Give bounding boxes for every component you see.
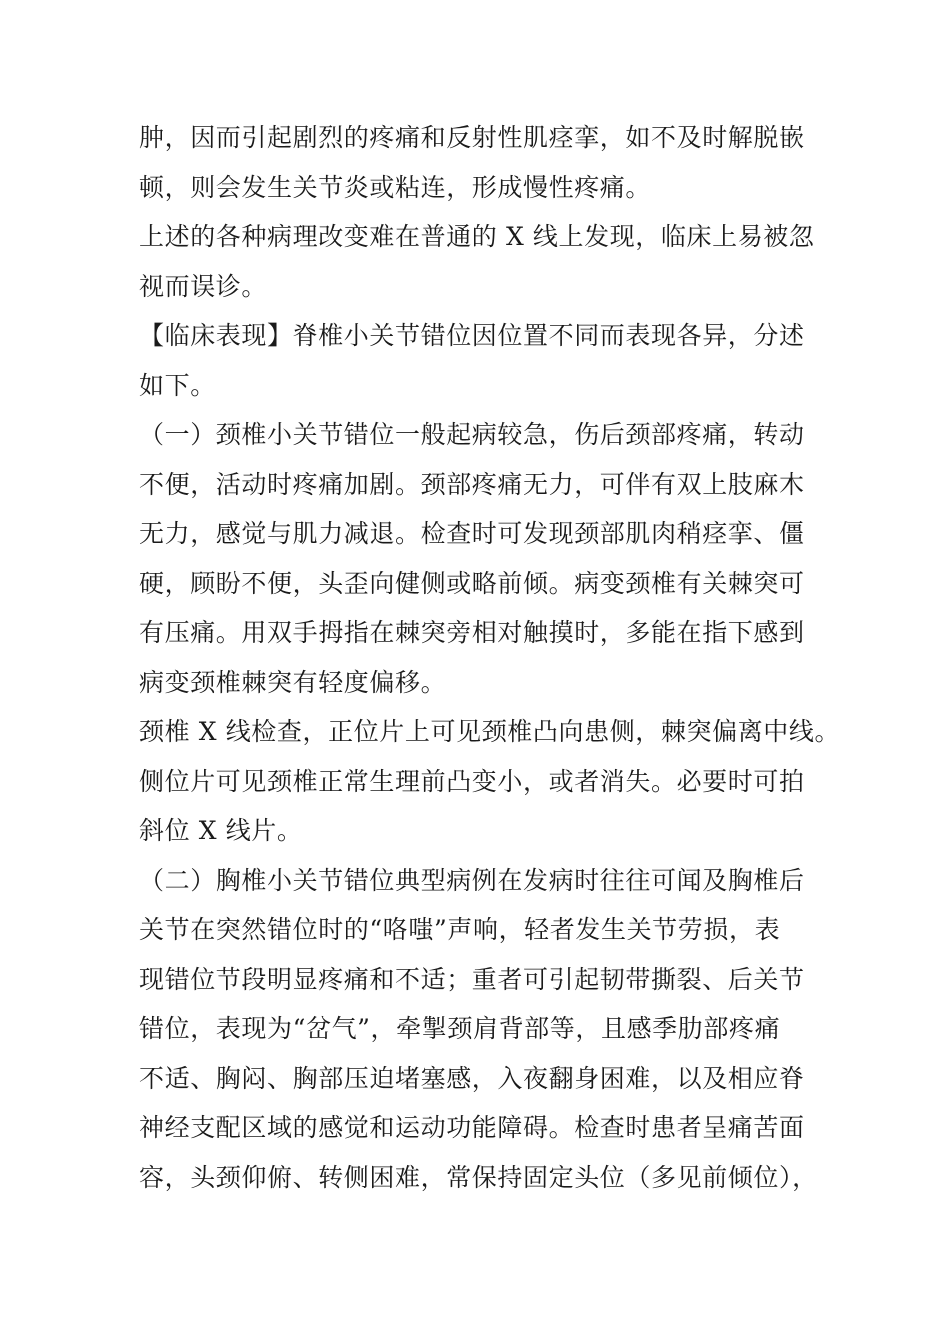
text-line: 斜位 X 线片。 [139,816,303,845]
text-line: （二）胸椎小关节错位典型病例在发病时往往可闻及胸椎后 [139,865,805,895]
text-line: 神经支配区域的感觉和运动功能障碍。检查时患者呈痛苦面 [139,1113,805,1142]
text-line: 有压痛。用双手拇指在棘突旁相对触摸时，多能在指下感到 [139,618,805,647]
text-line: 容，头颈仰俯、转侧困难，常保持固定头位（多见前倾位）， [139,1162,818,1192]
text-line: 关节在突然错位时的“咯嗤”声响，轻者发生关节劳损，表 [139,915,781,944]
text-line: 如下。 [139,370,216,400]
text-line: 视而误诊。 [139,271,268,301]
text-line: 现错位节段明显疼痛和不适；重者可引起韧带撕裂、后关节 [139,964,805,994]
text-line: 病变颈椎棘突有轻度偏移。 [139,667,447,697]
text-line: 颈椎 X 线检查，正位片上可见颈椎凸向患侧，棘突偏离中线。 [139,717,841,746]
text-line: 无力，感觉与肌力减退。检查时可发现颈部肌肉稍痉挛、僵 [139,519,805,548]
text-line: 错位，表现为“岔气”，牵掣颈肩背部等，且感季肋部疼痛 [139,1014,781,1043]
text-line: 侧位片可见颈椎正常生理前凸变小，或者消失。必要时可拍 [139,766,805,796]
text-line: （一）颈椎小关节错位一般起病较急，伤后颈部疼痛，转动 [139,420,805,449]
body-text [139,113,841,1202]
text-line: 上述的各种病理改变难在普通的 X 线上发现，临床上易被忽 [139,222,815,251]
text-line: 肿，因而引起剧烈的疼痛和反射性肌痉挛，如不及时解脱嵌 [139,123,805,152]
text-line: 【临床表现】脊椎小关节错位因位置不同而表现各异，分述 [139,321,805,350]
text-line: 不便，活动时疼痛加剧。颈部疼痛无力，可伴有双上肢麻木 [139,469,805,499]
text-line: 硬，顾盼不便，头歪向健侧或略前倾。病变颈椎有关棘突可 [139,568,805,598]
text-line: 顿，则会发生关节炎或粘连，形成慢性疼痛。 [139,172,652,202]
text-line: 不适、胸闷、胸部压迫堵塞感，入夜翻身困难，以及相应脊 [139,1063,805,1093]
